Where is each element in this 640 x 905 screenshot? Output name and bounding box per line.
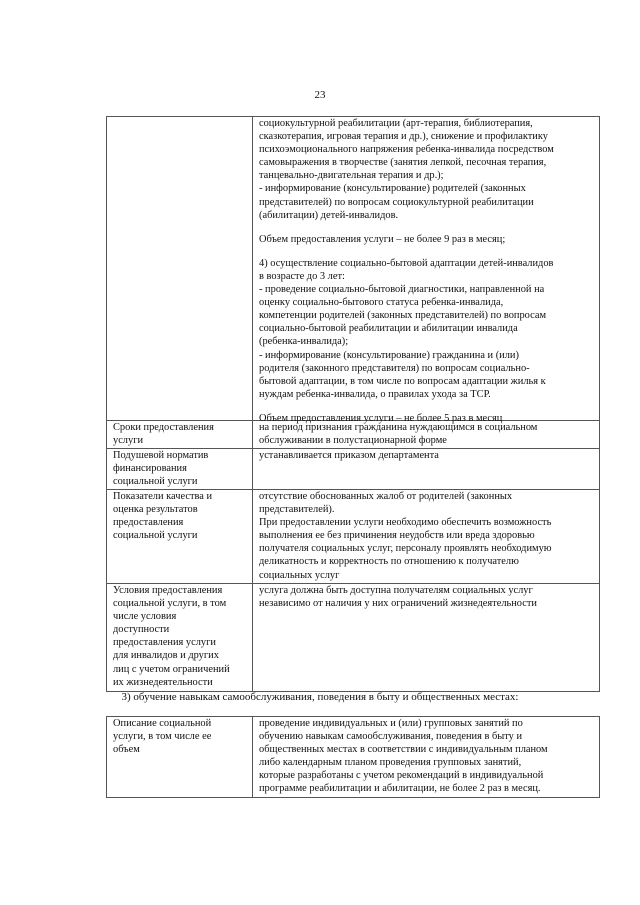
page-number: 23 bbox=[314, 89, 326, 101]
volume-limit-9: Объем предоставления услуги – не более 9 раз в месяц; bbox=[259, 233, 506, 245]
table-row-continuation bbox=[107, 117, 599, 424]
row-label-conditions: Условия предоставления социальной услуги, в том числе условия доступности предоставления услуги для инвалидов и других лиц с учетом ограничений их жизнедеятельности bbox=[107, 584, 253, 691]
table-row-funding bbox=[107, 448, 599, 489]
row-value-description: проведение индивидуальных и (или) групповых занятий по обучению навыкам самообслуживания, поведения в быту и общественных местах в соответствии с индивидуальным планом либо календарным планом проведения групповых занятий, которые разработаны с учетом рекомендаций в индивидуальной программе реабилитации и абилитации, не более 2 раз в месяц. bbox=[259, 718, 548, 795]
row-value-funding: устанавливается приказом департамента bbox=[259, 450, 439, 461]
row-label-funding: Подушевой норматив финансирования социальной услуги bbox=[107, 449, 253, 489]
table-row-description bbox=[107, 717, 599, 797]
volume-limit-5: Объем предоставления услуги – не более 5 раз в месяц bbox=[259, 412, 503, 424]
table-row-quality bbox=[107, 489, 599, 583]
row-label-description: Описание социальной услуги, в том числе ее объем bbox=[107, 717, 253, 797]
services-table-2 bbox=[106, 716, 600, 798]
section-heading: 3) обучение навыкам самообслуживания, поведения в быту и общественных местах: bbox=[121, 691, 519, 703]
services-table bbox=[106, 116, 600, 692]
row-label-quality: Показатели качества и оценка результатов предоставления социальной услуги bbox=[107, 490, 253, 583]
table-row-conditions bbox=[107, 583, 599, 691]
row-value-terms: на период признания гражданина нуждающимся в социальном обслуживании в полустационарной форме bbox=[259, 422, 538, 447]
table-row-terms bbox=[107, 420, 599, 448]
description-block-social-adaptation: 4) осуществление социально-бытовой адаптации детей-инвалидов в возрасте до 3 лет: - проведение социально-бытовой диагностики, направленной на оценку социально-бытового статуса ребенка-инвалида, компетенции родителей (законных представителей) по вопросам социально-бытовой реабилитации и абилитации инвалида (ребенка-инвалида); - информирование (консультирование) гражданина и (или) родителя (законного представителя) по вопросам социально- бытовой адаптации, в том числе по вопросам адаптации жилья к нуждам ребенка-инвалида, о правилах ухода за ТСР. bbox=[259, 257, 554, 400]
row-value-quality: отсутствие обоснованных жалоб от родителей (законных представителей). При предоставлении услуги необходимо обеспечить возможность выполнения ее без причинения неудобств или вреда здоровью получателя социальных услуг, персоналу проявлять необходимую деликатность и корректность по отношению к получателю социальных услуг bbox=[259, 491, 552, 581]
row-value-conditions: услуга должна быть доступна получателям социальных услуг независимо от наличия у них ограничений жизнедеятельности bbox=[259, 585, 537, 610]
row-label-terms: Сроки предоставления услуги bbox=[107, 421, 253, 448]
table-cell-description bbox=[253, 117, 599, 424]
table-cell-label-empty bbox=[107, 117, 253, 420]
description-block-sociocultural: социокультурной реабилитации (арт-терапия, библиотерапия, сказкотерапия, игровая терапия и др.), снижение и профилактику психоэмоционального напряжения ребенка-инвалида посредством самовыражения в творчестве (занятия лепкой, песочная терапия, танцевально-двигательная терапия и др.); - информирование (консультирование) родителей (законных представителей) по вопросам социокультурной реабилитации (абилитации) детей-инвалидов. bbox=[259, 118, 554, 221]
